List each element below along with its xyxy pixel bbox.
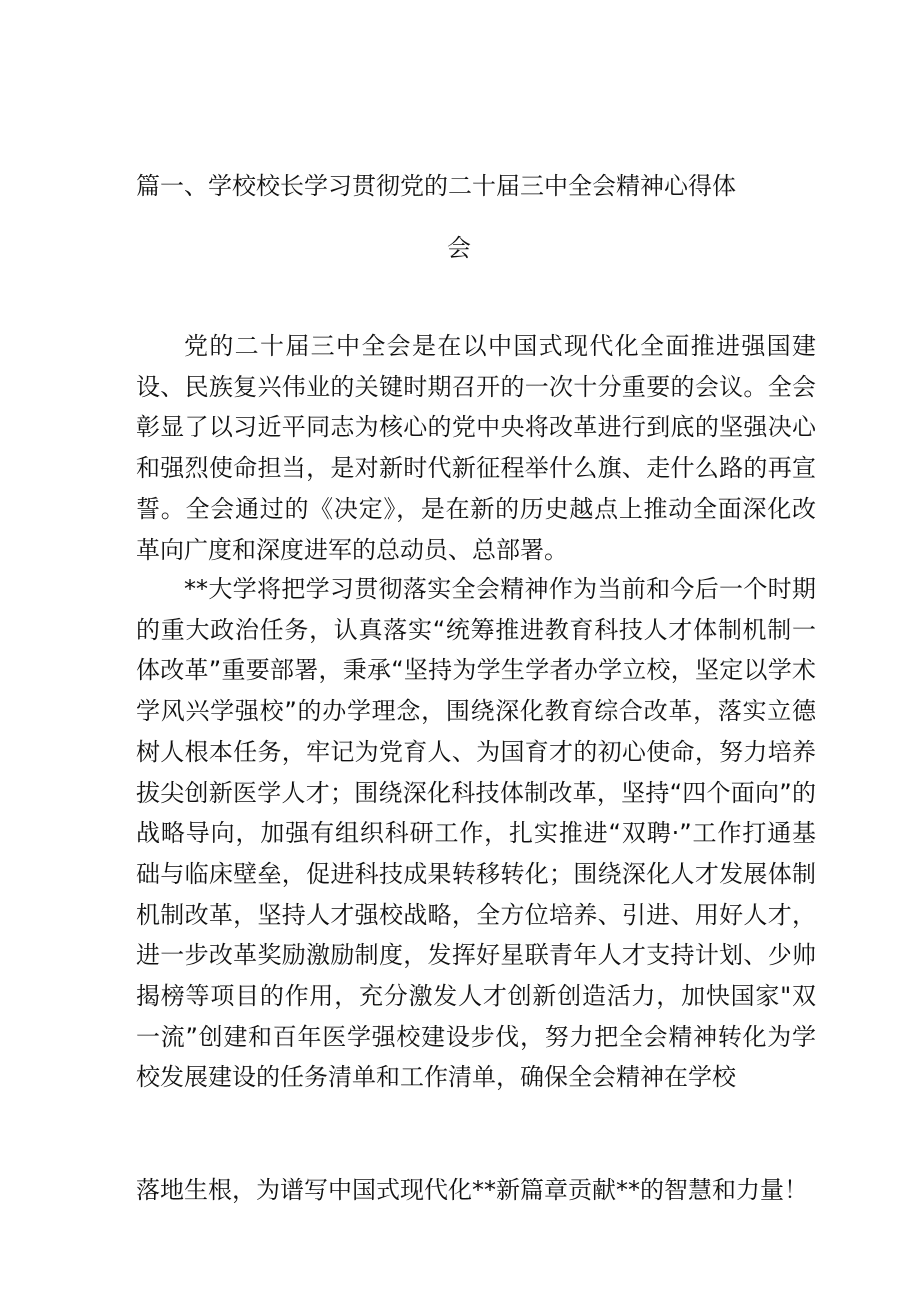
- document-title-continuation: 会: [447, 234, 471, 262]
- paragraph-1: 党的二十届三中全会是在以中国式现代化全面推进强国建设、民族复兴伟业的关键时期召开的一次十分重要的会议。全会彰显了以习近平同志为核心的党中央将改革进行到底的坚强决心和强烈使命担当，是对新时代新征程举什么旗、走什么路的再宣誓。全会通过的《决定》，是在新的历史越点上推动全面深化改革向广度和深度进军的总动员、总部署。: [136, 332, 816, 564]
- document-title: 篇一、学校校长学习贯彻党的二十届三中全会精神心得体: [136, 172, 736, 200]
- paragraph-2: **大学将把学习贯彻落实全会精神作为当前和今后一个时期的重大政治任务，认真落实“统筹推进教育科技人才体制机制一体改革”重要部署，秉承“坚持为学生学者办学立校，坚定以学术学风兴学强校”的办学理念，围绕深化教育综合改革，落实立德树人根本任务，牢记为党育人、为国育才的初心使命，努力培养拔尖创新医学人才；围绕深化科技体制改革，坚持“四个面向”的战略导向，加强有组织科研工作，扎实推进“双聘·”工作打通基础与临床壁垒，促进科技成果转移转化；围绕深化人才发展体制机制改革，坚持人才强校战略，全方位培养、引进、用好人才，进一步改革奖励激励制度，发挥好星联青年人才支持计划、少帅揭榜等项目的作用，充分激发人才创新创造活力，加快国家"双一流”创建和百年医学强校建设步伐，努力把全会精神转化为学校发展建设的任务清单和工作清单，确保全会精神在学校: [136, 575, 816, 1092]
- paragraph-3: 落地生根，为谱写中国式现代化**新篇章贡献**的智慧和力量！: [136, 1176, 808, 1204]
